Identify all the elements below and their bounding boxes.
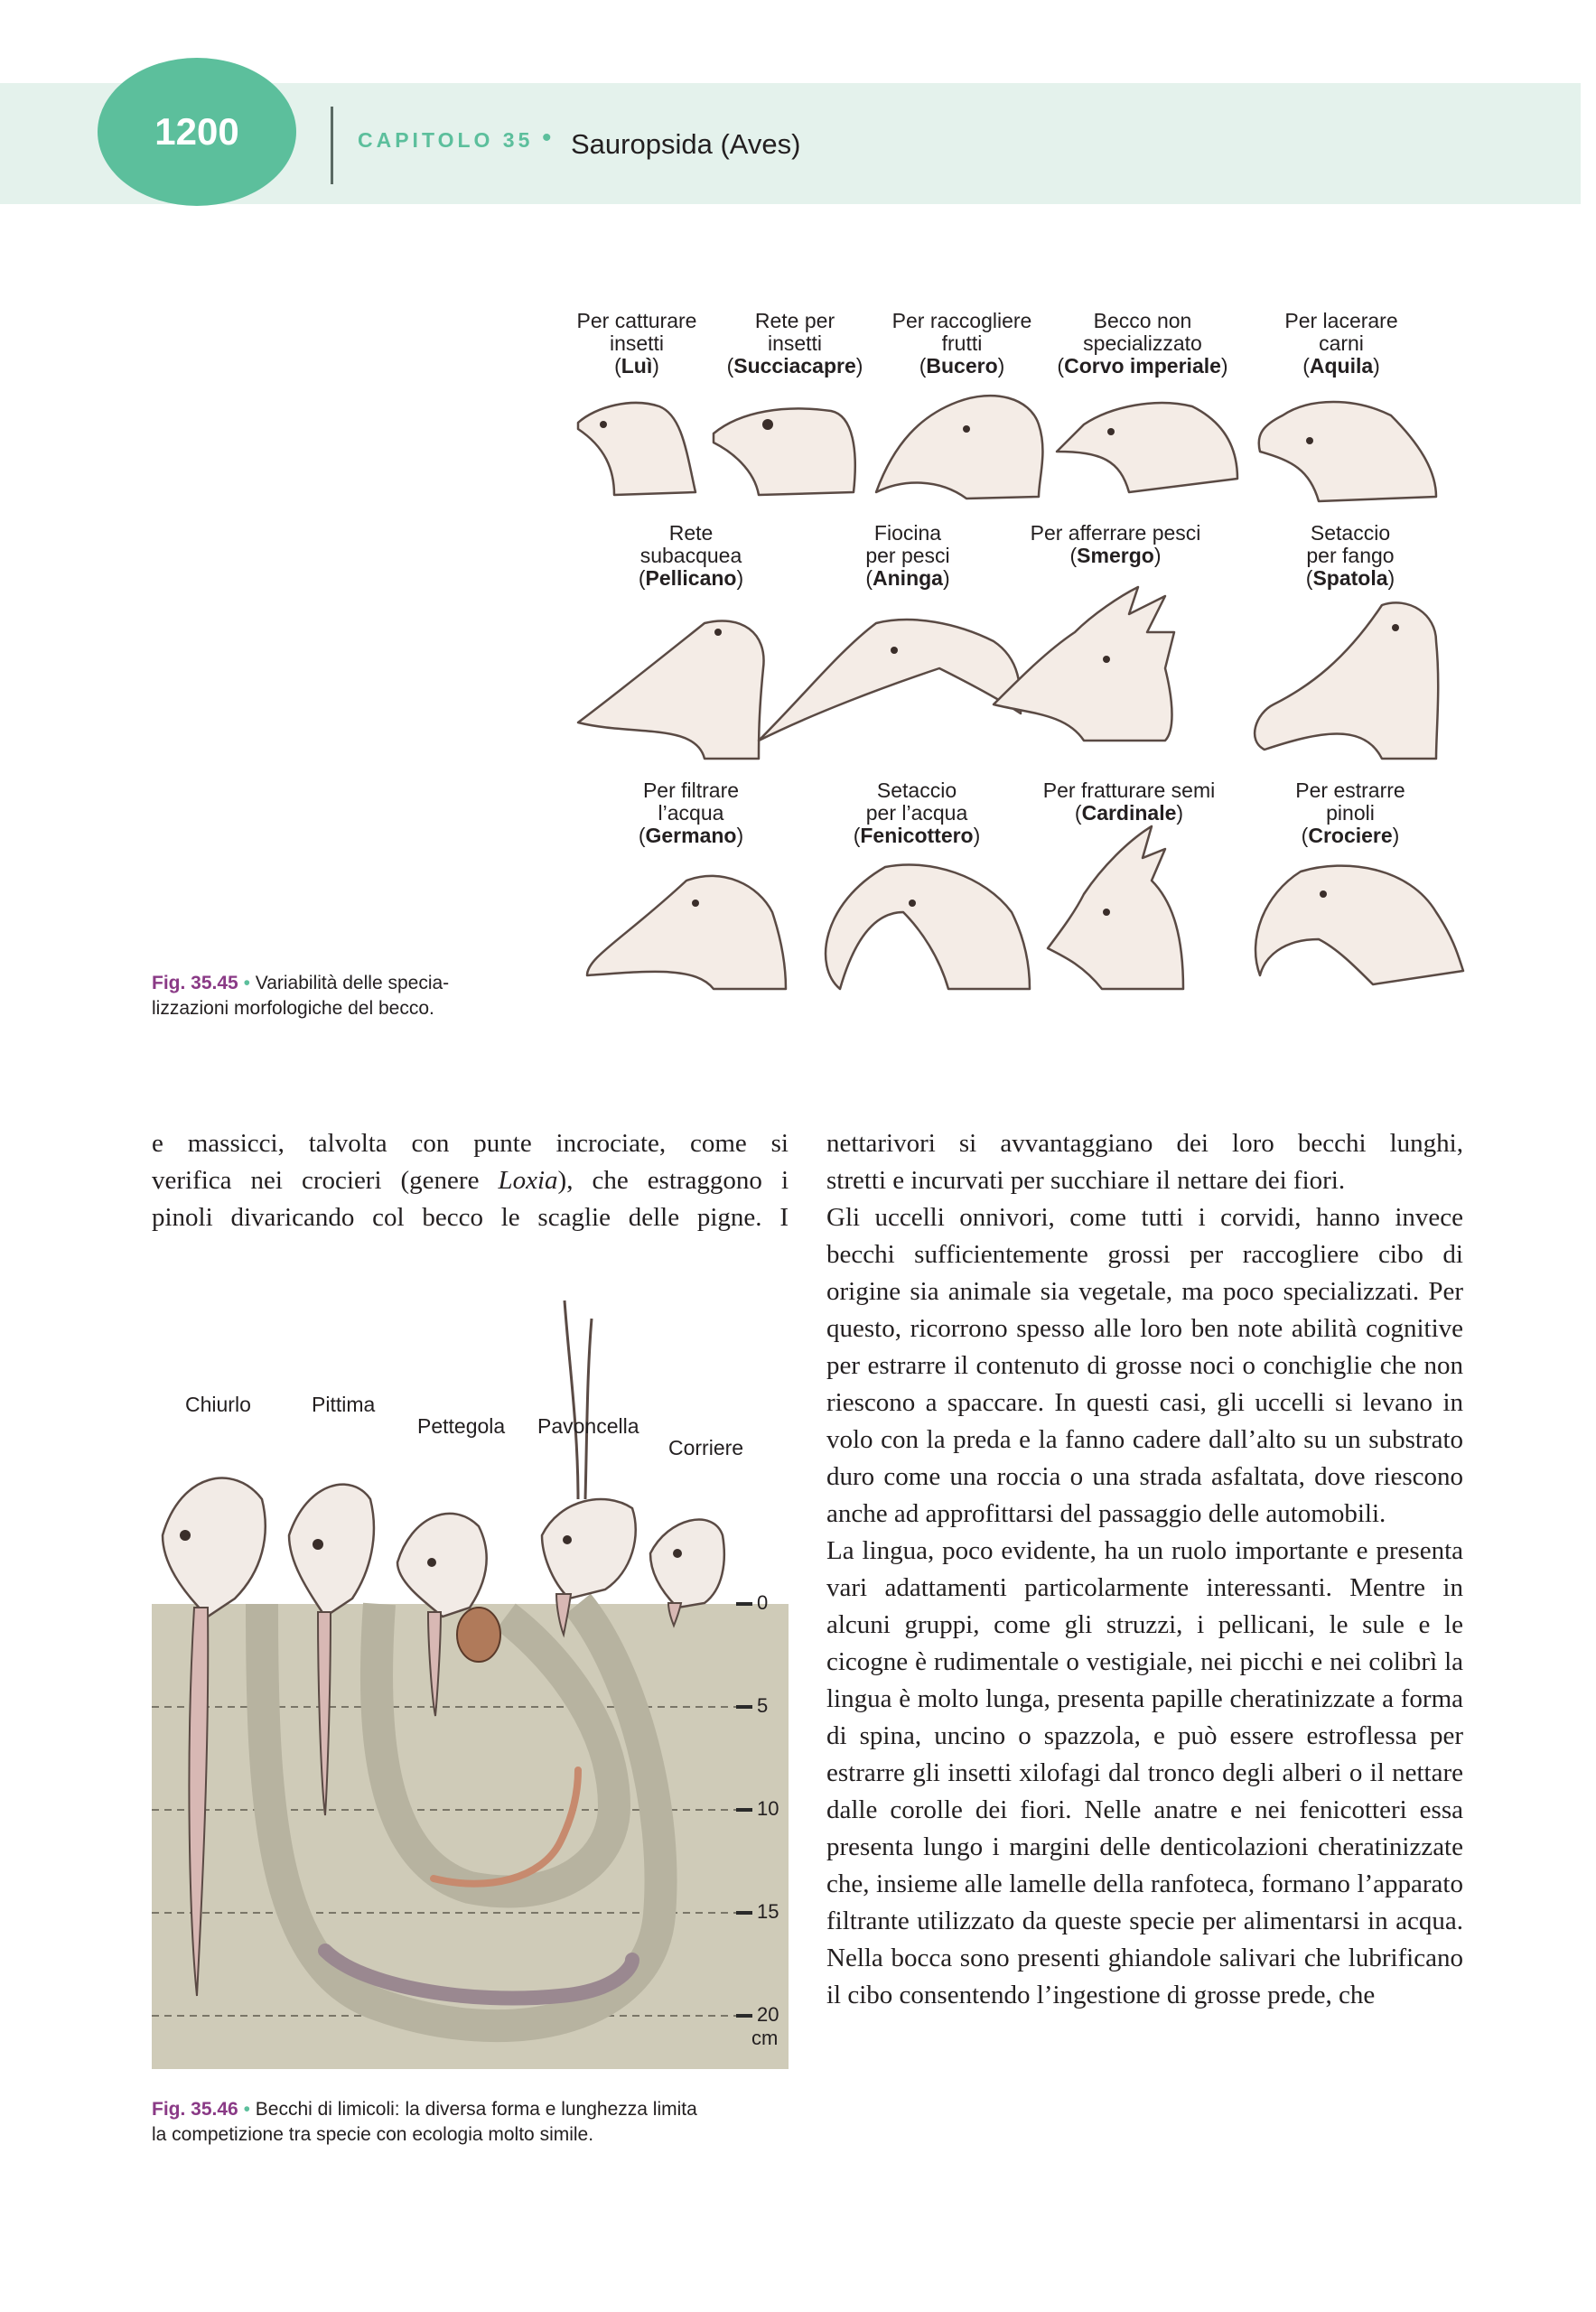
depth-label: 0 (757, 1591, 769, 1614)
right-column-text: nettarivori si avvantaggiano dei loro becchi lunghi, stretti e incurvati per succhiare il nettare dei fiori. Gli uccelli onnivori, come tutti i corvidi, hanno invece becchi sufficientemente grossi per raccogliere cibo di origine sia animale sia vegetale, ma poco specializzati. Per questo, ricorrono spesso alle loro ben note abilità cognitive per estrarre il contenuto di grosse noci o conchiglie che non riescono a spaccare. In questi casi, gli uccelli si levano in volo con la preda e la fanno cadere dall’alto su un substrato duro come una roccia o una strada asfaltata, dove riescono anche ad approfittarsi del passaggio delle automobili. La lingua, poco evidente, ha un ruolo importante e presenta vari adattamenti particolarmente interessanti. Mentre in alcuni gruppi, come gli struzzi, i pellicani, le sule e le cicogne è rudimentale o vestigiale, nei picchi e nei colibrì la lingua è molto lunga, presenta papille cheratinizzate a forma di spina, uncino o spazzola, e può essere estroflessa per estrarre gli insetti xilofagi dal tronco degli alberi o il nettare dalle corolle dei fiori. Nelle anatre e nei fenicotteri essa presenta lungo i margini delle denticolazioni cheratinizzate che, insieme alle lamelle della ranfoteca, formano l’apparato filtrante utilizzato da queste specie per alimentarsi in acqua. Nella bocca sono presenti ghiandole salivari che lubrificano il cibo consentendo l’ingestione di grosse prede, che (826, 1129, 1463, 2009)
beak-label: Per fratturare semi (Cardinale) (1042, 778, 1216, 825)
left-column-text: e massicci, talvolta con punte incrociate, come si verifica nei crocieri (genere Loxia), che estraggono i pinoli divaricando col becco le scaglie delle pigne. I (152, 1129, 789, 1232)
shorebird-label: Corriere (668, 1436, 744, 1459)
beak-label: Per afferrare pesci (Smergo) (1030, 521, 1201, 567)
beak-label: Rete subacquea (Pellicano) (638, 521, 744, 590)
depth-label: 10 (757, 1797, 779, 1820)
beak-label: Per raccogliere frutti (Bucero) (891, 309, 1032, 378)
shorebird-label: Pittima (312, 1393, 376, 1416)
shorebird-label: Pavoncella (537, 1414, 639, 1438)
shorebird-label: Chiurlo (185, 1393, 251, 1416)
beak-label: Fiocina per pesci (Aninga) (865, 521, 950, 590)
shorebird-label: Pettegola (417, 1414, 506, 1438)
depth-label: 20 (757, 2003, 779, 2026)
page-number: 1200 (154, 110, 239, 153)
beak-label: Becco non specializzato (Corvo imperiale) (1057, 309, 1228, 378)
beak-label: Setaccio per fango (Spatola) (1305, 521, 1395, 590)
chapter-label: CAPITOLO 35 (358, 128, 534, 152)
beak-label: Per catturare insetti (Luì) (576, 309, 697, 378)
depth-label: 15 (757, 1900, 779, 1923)
beak-label: Setaccio per l’acqua (Fenicottero) (853, 778, 981, 847)
chapter-title: Sauropsida (Aves) (571, 128, 801, 160)
beak-label: Per lacerare carni (Aquila) (1284, 309, 1398, 378)
beak-label: Rete per insetti (Succiacapre) (726, 309, 863, 378)
fig45-caption: Fig. 35.45 • Variabilità delle specia- lizzazioni morfologiche del becco. (152, 973, 450, 1019)
chapter-bullet: • (542, 123, 552, 153)
fig46-caption: Fig. 35.46 • Becchi di limicoli: la diversa forma e lunghezza limita la competizione tra specie con ecologia molto simile. (152, 2099, 697, 2145)
beak-label: Per estrarre pinoli (Crociere) (1295, 778, 1405, 847)
beak-label: Per filtrare l’acqua (Germano) (638, 778, 744, 847)
depth-unit: cm (751, 2027, 779, 2049)
depth-label: 5 (757, 1694, 769, 1717)
